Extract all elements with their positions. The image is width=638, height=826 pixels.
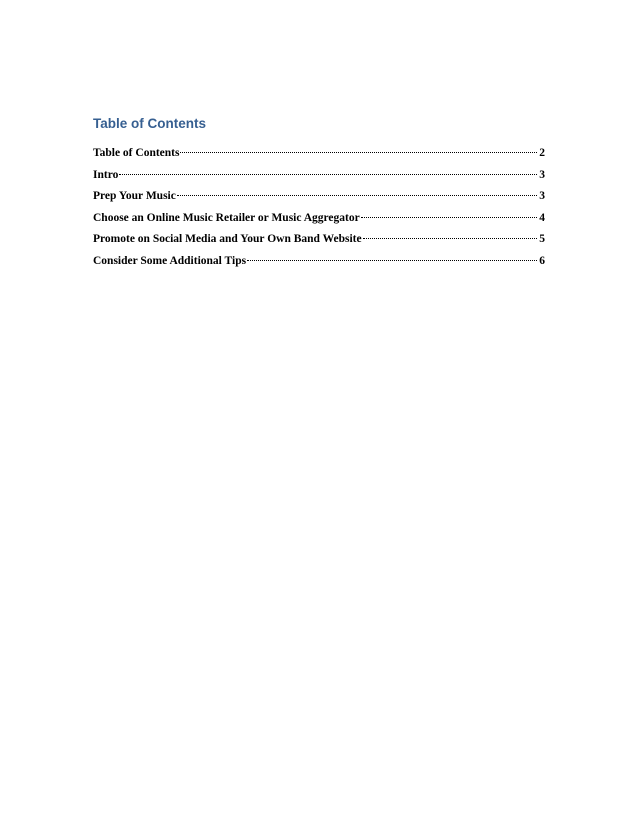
- toc-entry-label: Intro: [93, 168, 119, 181]
- toc-entry-label: Prep Your Music: [93, 190, 176, 203]
- toc-entry-label: Choose an Online Music Retailer or Music Aggregator: [93, 211, 360, 224]
- toc-entry-label: Consider Some Additional Tips: [93, 254, 247, 267]
- toc-entry-page-number: 6: [539, 254, 545, 267]
- toc-entry[interactable]: [93, 188, 545, 210]
- toc-entry-page-number: 4: [539, 211, 545, 224]
- dot-leader: [119, 174, 537, 175]
- dot-leader: [363, 238, 538, 239]
- toc-entry-page-number: 5: [539, 233, 545, 246]
- dot-leader: [361, 217, 538, 218]
- toc-entry-label: Promote on Social Media and Your Own Band Website: [93, 233, 362, 246]
- toc-entry-label: Table of Contents: [93, 147, 180, 159]
- dot-leader: [177, 195, 537, 196]
- toc-entry[interactable]: [93, 145, 545, 167]
- table-of-contents: [93, 115, 545, 275]
- dot-leader: [180, 152, 537, 153]
- toc-entry[interactable]: [93, 210, 545, 232]
- toc-entry[interactable]: [93, 231, 545, 253]
- dot-leader: [247, 260, 537, 261]
- toc-heading: Table of Contents: [93, 116, 206, 131]
- toc-entry[interactable]: [93, 167, 545, 189]
- toc-entry[interactable]: [93, 253, 545, 275]
- toc-entry-page-number: 3: [539, 190, 545, 203]
- toc-entry-page-number: 2: [539, 147, 545, 159]
- toc-entry-page-number: 3: [539, 168, 545, 181]
